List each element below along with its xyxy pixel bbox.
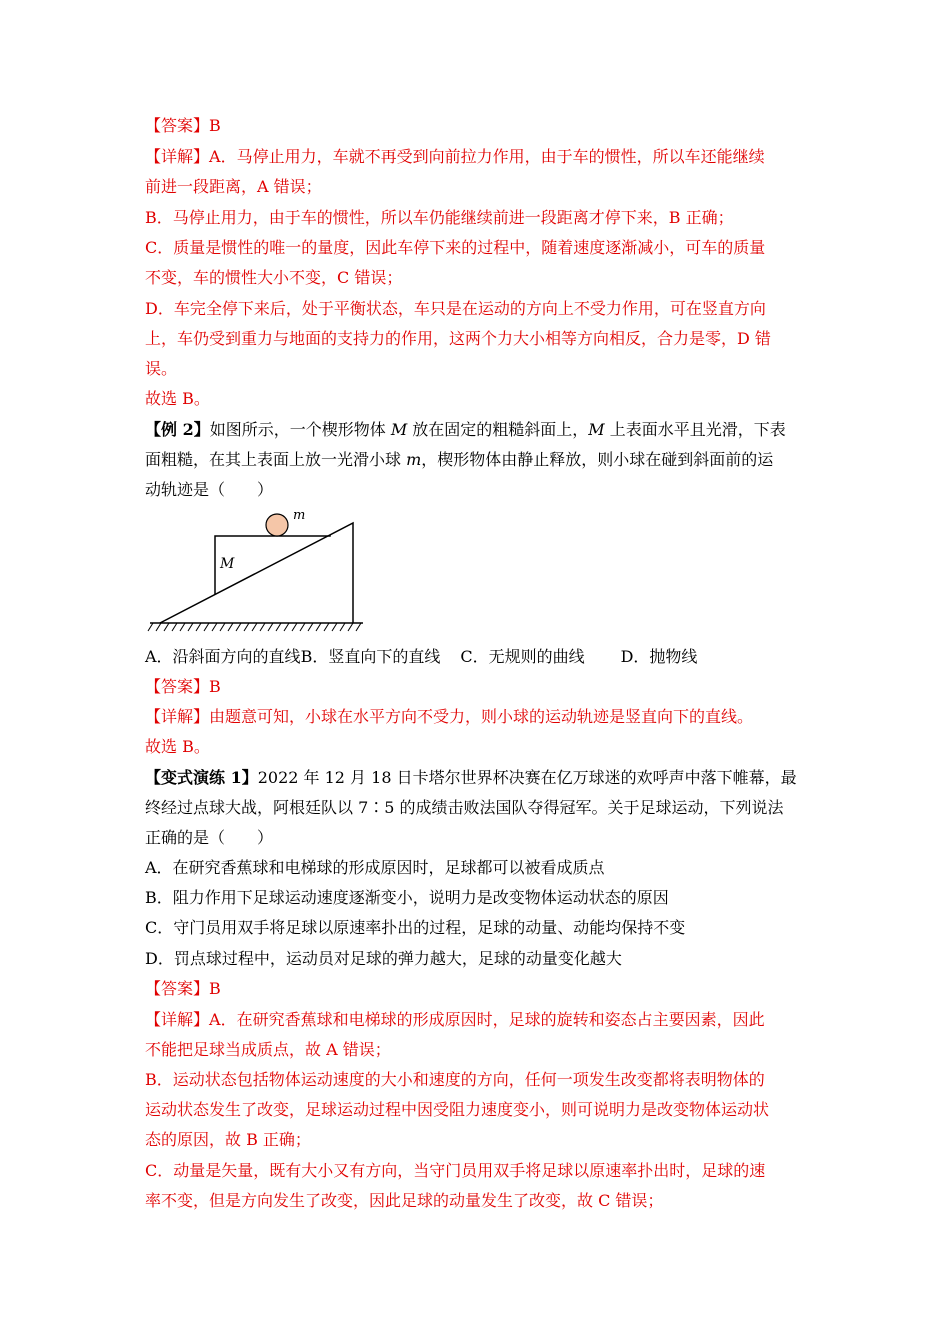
detail-label: 【详解】 [145,707,210,726]
example2-text: 放在固定的粗糙斜面上， [407,420,589,439]
answer-label: 【答案】 [145,979,210,998]
example2-text: 上表面水平且光滑，下表 [604,420,786,439]
example2-line1 [145,420,786,440]
option-d[interactable]: D．抛物线 [620,647,698,666]
variant1-option-b[interactable]: B．阻力作用下足球运动速度逐渐变小，说明力是改变物体运动状态的原因 [145,888,669,907]
wedge-incline-figure [145,505,365,633]
answer-label: 【答案】 [145,677,210,696]
answer-value: B [209,979,221,998]
answer-value: B [209,677,221,696]
example2-text: 面粗糙，在其上表面上放一光滑小球 [145,450,407,469]
option-a[interactable]: A．沿斜面方向的直线 [145,647,301,666]
conclusion-1: 故选 B。 [145,389,210,408]
variant1-text: 2022 年 12 月 18 日卡塔尔世界杯决赛在亿万球迷的欢呼声中落下帷幕，最 [257,768,797,787]
detail-line-1b: B．马停止用力，由于车的惯性，所以车仍能继续前进一段距离才停下来，B 正确； [145,208,734,227]
var-m: m [406,450,422,469]
detail-line-3b3: 态的原因，故 B 正确； [145,1130,311,1149]
detail-line-3a1 [145,1010,765,1030]
detail-line-1a [145,147,765,167]
answer-line-3 [145,979,221,999]
detail-line-1c1: C．质量是惯性的唯一的量度，因此车停下来的过程中，随着速度逐渐减小，可车的质量 [145,238,766,257]
answer-line-2 [145,677,221,697]
detail-line-3c2: 率不变，但是方向发生了改变，因此足球的动量发生了改变，故 C 错误； [145,1191,664,1210]
detail-text: A．在研究香蕉球和电梯球的形成原因时，足球的旋转和姿态占主要因素，因此 [209,1010,765,1029]
answer-line-1 [145,116,221,136]
example2-text: 如图所示，一个楔形物体 [209,420,391,439]
detail-text: 由题意可知，小球在水平方向不受力，则小球的运动轨迹是竖直向下的直线。 [209,707,754,726]
variant1-line1 [145,768,797,788]
variant1-option-d[interactable]: D．罚点球过程中，运动员对足球的弹力越大，足球的动量变化越大 [145,949,622,968]
detail-line-1c2: 不变，车的惯性大小不变，C 错误； [145,268,403,287]
incline [160,523,353,623]
label-m: m [293,508,306,523]
var-M: M [588,420,605,439]
variant1-option-c[interactable]: C．守门员用双手将足球以原速率扑出的过程，足球的动量、动能均保持不变 [145,918,686,937]
example2-label: 【例 2】 [145,420,210,439]
answer-value: B [209,116,221,135]
detail-line-3c1: C．动量是矢量，既有大小又有方向，当守门员用双手将足球以原速率扑出时，足球的速 [145,1161,766,1180]
variant1-line2: 终经过点球大战，阿根廷队以 7∶5 的成绩击败法国队夺得冠军。关于足球运动，下列说法 [145,798,784,817]
detail-line-2 [145,707,753,727]
option-c[interactable]: C．无规则的曲线 [460,647,585,666]
variant1-line3: 正确的是（ ） [145,828,274,847]
answer-label: 【答案】 [145,116,210,135]
variant1-label: 【变式演练 1】 [145,768,258,787]
conclusion-2: 故选 B。 [145,737,210,756]
detail-line-1a2: 前进一段距离，A 错误； [145,177,322,196]
detail-line-1d1: D．车完全停下来后，处于平衡状态，车只是在运动的方向上不受力作用，可在竖直方向 [145,299,766,318]
ground-hatch [148,623,361,631]
example2-options [145,647,697,667]
var-M: M [390,420,408,439]
detail-line-1d2: 上，车仍受到重力与地面的支持力的作用，这两个力大小相等方向相反，合力是零，D 错 [145,329,771,348]
detail-line-3b2: 运动状态发生了改变，足球运动过程中因受阻力速度变小，则可说明力是改变物体运动状 [145,1100,770,1119]
example2-line2 [145,450,773,470]
detail-label: 【详解】 [145,1010,210,1029]
detail-line-1d3: 误。 [145,359,178,378]
label-M: M [220,556,235,572]
example2-text: ，楔形物体由静止释放，则小球在碰到斜面前的运 [421,450,774,469]
example2-line3: 动轨迹是（ ） [145,480,274,499]
ball-m [266,514,288,536]
variant1-option-a[interactable]: A．在研究香蕉球和电梯球的形成原因时，足球都可以被看成质点 [145,858,605,877]
option-b[interactable]: B．竖直向下的直线 [300,647,441,666]
detail-line-3b1: B．运动状态包括物体运动速度的大小和速度的方向，任何一项发生改变都将表明物体的 [145,1070,765,1089]
detail-line-3a2: 不能把足球当成质点，故 A 错误； [145,1040,391,1059]
detail-label: 【详解】 [145,147,210,166]
detail-text: A．马停止用力，车就不再受到向前拉力作用，由于车的惯性，所以车还能继续 [209,147,765,166]
